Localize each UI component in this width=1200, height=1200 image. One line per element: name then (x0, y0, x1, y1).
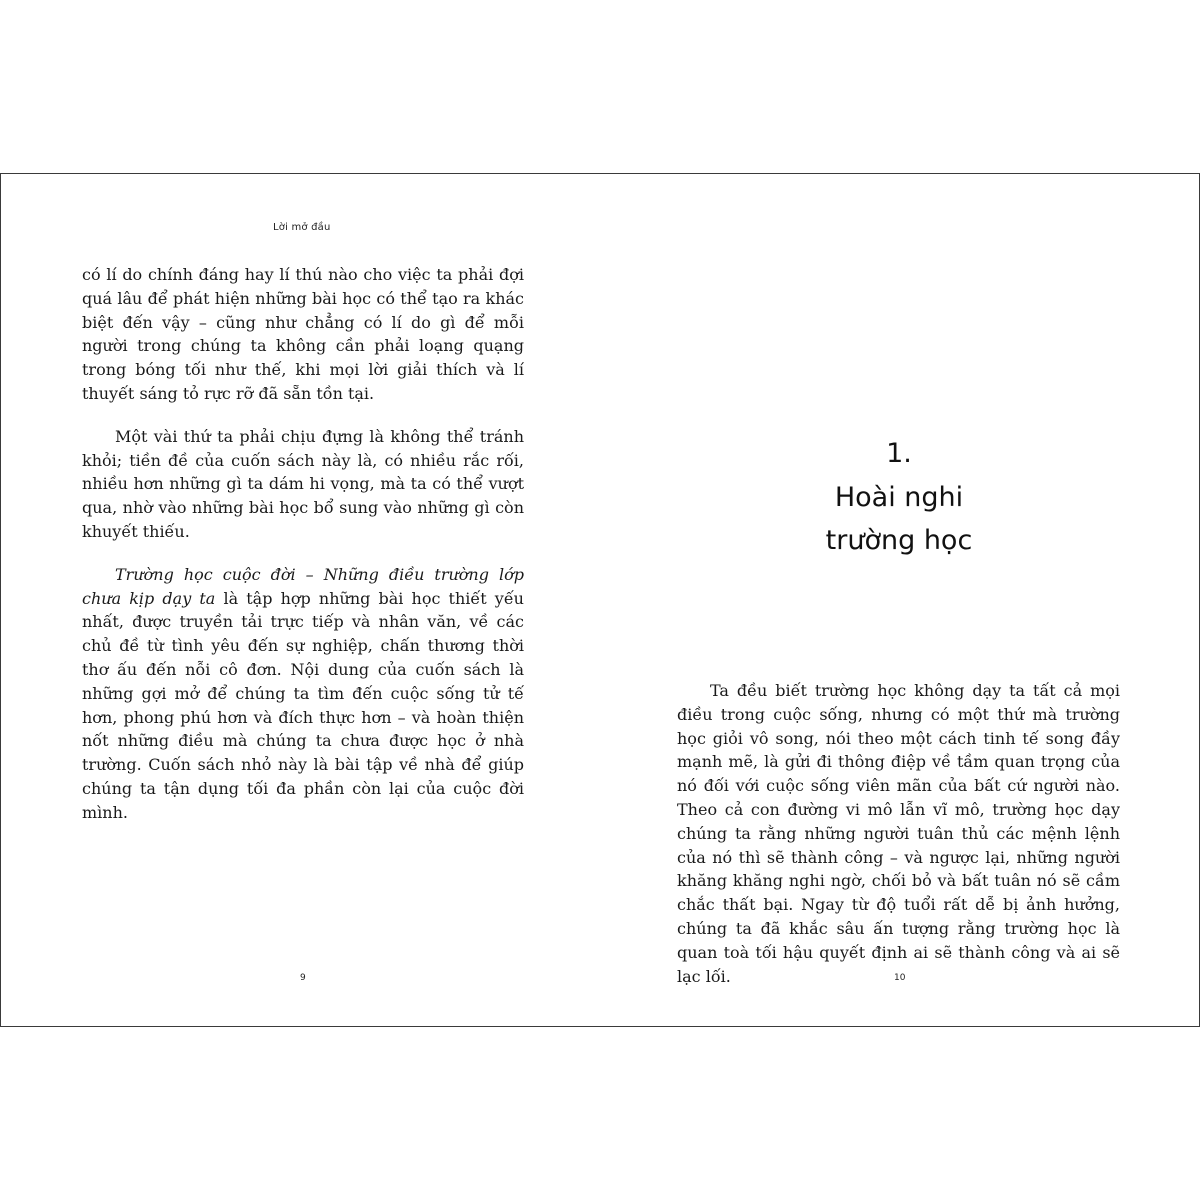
running-header: Lời mở đầu (273, 222, 331, 233)
paragraph-text: là tập hợp những bài học thiết yếu nhất, được truyền tải trực tiếp và nhân văn, về các chủ đề từ tình yêu đến sự nghiệp, chấn thương thời thơ ấu đến nỗi cô đơn. Nội dung của cuốn sách là những gợi mở để chúng ta tìm đến cuộc sống tử tế hơn, phong phú hơn và đích thực hơn – và hoàn thiện nốt những điều mà chúng ta chưa được học ở nhà trường. Cuốn sách nhỏ này là bài tập về nhà để giúp chúng ta tận dụng tối đa phần còn lại của cuộc đời mình. (82, 588, 524, 822)
book-title-italic: Trường học cuộc đời – Những điều trường lớp chưa kịp dạy ta (82, 564, 524, 608)
chapter-title-line: Hoài nghi (834, 481, 964, 513)
chapter-heading (741, 432, 1057, 563)
paragraph: Một vài thứ ta phải chịu đựng là không thể tránh khỏi; tiền đề của cuốn sách này là, có nhiều rắc rối, nhiều hơn những gì ta dám hi vọng, mà ta có thể vượt qua, nhờ vào những bài học bổ sung vào những gì còn khuyết thiếu. (82, 426, 524, 541)
page-number-right: 10 (894, 973, 906, 983)
paragraph: Ta đều biết trường học không dạy ta tất cả mọi điều trong cuộc sống, nhưng có một thứ mà trường học giỏi vô song, nói theo một cách tinh tế song đầy mạnh mẽ, là gửi đi thông điệp về tầm quan trọng của nó đối với cuộc sống viên mãn của bất cứ người nào. Theo cả con đường vi mô lẫn vĩ mô, trường học dạy chúng ta rằng những người tuân thủ các mệnh lệnh của nó thì sẽ thành công – và ngược lại, những người khăng khăng nghi ngờ, chối bỏ và bất tuân nó sẽ cầm chắc thất bại. Ngay từ độ tuổi rất dễ bị ảnh hưởng, chúng ta đã khắc sâu ấn tượng rằng trường học là quan toà tối hậu quyết định ai sẽ thành công và ai sẽ lạc lối. (677, 681, 1120, 986)
paragraph-continued: có lí do chính đáng hay lí thú nào cho việc ta phải đợi quá lâu để phát hiện những bài học có thể tạo ra khác biệt đến vậy – cũng như chẳng có lí do gì để mỗi người trong chúng ta không cần phải loạng quạng trong bóng tối như thế, khi mọi lời giải thích và lí thuyết sáng tỏ rực rỡ đã sẵn tồn tại. (82, 265, 524, 403)
paragraph (82, 563, 524, 825)
chapter-number: 1. (886, 438, 912, 469)
chapter-title-line: trường học (825, 525, 973, 556)
book-spread (0, 173, 1200, 1027)
page-number-left: 9 (300, 973, 306, 983)
left-page-body (82, 263, 524, 844)
right-page-body (677, 679, 1120, 1007)
